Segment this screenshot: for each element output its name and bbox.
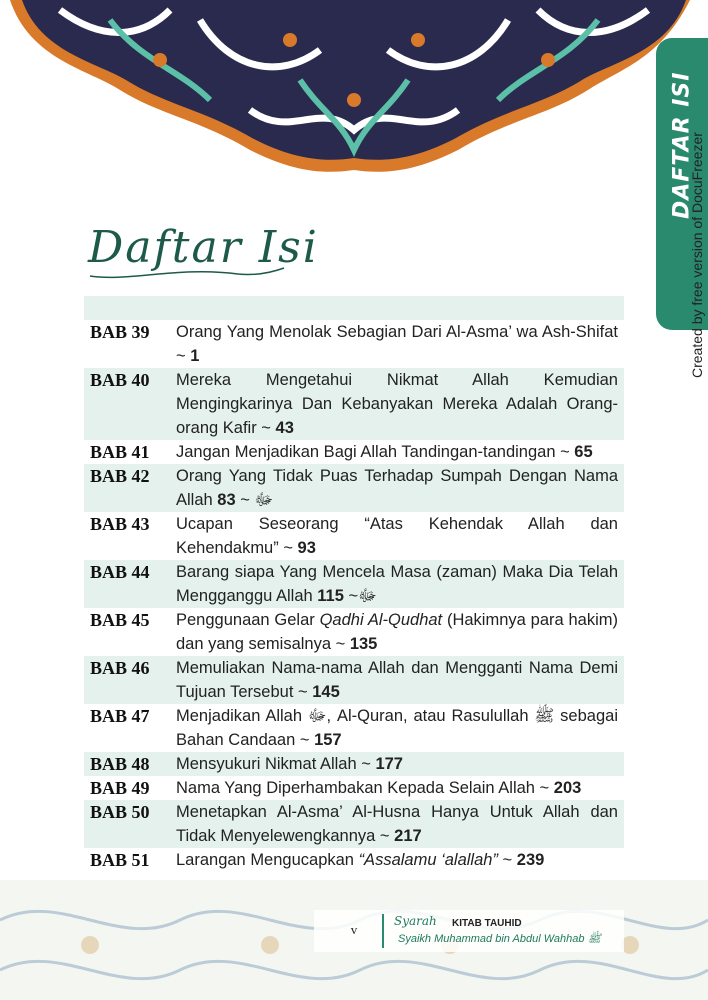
toc-row (84, 512, 624, 560)
toc-row (84, 656, 624, 704)
toc-title-text: Orang Yang Tidak Puas Terhadap Sumpah Dengan Nama Allah ﷻ ~ (176, 467, 618, 509)
toc-chapter-label: BAB 45 (90, 610, 150, 630)
toc-chapter-title (176, 440, 618, 464)
toc-row (84, 776, 624, 800)
toc-title-text: (Hakimnya para hakim) dan yang semisalnya ~ (176, 611, 618, 653)
toc-chapter-label: BAB 47 (90, 706, 150, 726)
toc-chapter-title (176, 704, 618, 752)
toc-chapter-title (176, 752, 618, 776)
toc-row (84, 848, 624, 872)
toc-page-number: 1 (190, 347, 200, 365)
toc-page-number: 83 (217, 491, 236, 509)
toc-title-text: ~ (497, 851, 517, 869)
toc-chapter-title (176, 608, 618, 656)
toc-title-text: Larangan Mengucapkan (176, 851, 359, 869)
toc-page-number: 93 (297, 539, 316, 557)
toc-title-text: Ucapan Seseorang “Atas Kehendak Allah dan Kehendakmu” ~ (176, 515, 618, 557)
toc-chapter-title (176, 776, 618, 800)
toc-chapter-title (176, 320, 618, 368)
toc-chapter-title (176, 800, 618, 848)
toc-row (84, 560, 624, 608)
toc-title-italic: “Assalamu ‘alallah” (358, 851, 498, 869)
toc-page-number: 177 (375, 755, 403, 773)
footer-author: Syaikh Muhammad bin Abdul Wahhab ﷺ (398, 933, 601, 945)
toc-row (84, 752, 624, 776)
toc-row (84, 368, 624, 440)
toc-title-text: Jangan Menjadikan Bagi Allah Tandingan-tandingan ~ (176, 443, 575, 461)
toc-page-number: 157 (314, 731, 342, 749)
toc-chapter-title (176, 464, 618, 512)
toc-page-number: 145 (312, 683, 340, 701)
section-tab-label: DAFTAR ISI (669, 71, 695, 219)
toc-page-number: 135 (349, 635, 378, 653)
toc-row (84, 800, 624, 848)
toc-page-number: 115 (317, 587, 344, 605)
toc-title-text: Memuliakan Nama-nama Allah dan Mengganti Nama Demi Tujuan Tersebut ~ (176, 659, 618, 701)
toc-page-number: 239 (516, 851, 545, 869)
watermark-text: Created by free version of DocuFreezer (689, 132, 705, 378)
toc-chapter-label: BAB 48 (90, 754, 150, 774)
toc-title-text: Mensyukuri Nikmat Allah ~ (176, 755, 376, 773)
toc-chapter-label: BAB 39 (90, 322, 150, 342)
title-flourish (88, 262, 288, 282)
toc-title-text: Penggunaan Gelar (176, 611, 320, 629)
toc-row (84, 320, 624, 368)
toc-chapter-label: BAB 43 (90, 514, 150, 534)
toc-row (84, 608, 624, 656)
toc-chapter-label: BAB 40 (90, 370, 150, 390)
toc-chapter-label: BAB 51 (90, 850, 150, 870)
toc-title-text: Orang Yang Menolak Sebagian Dari Al-Asma’ wa Ash-Shifat ~ (176, 323, 618, 365)
toc-chapter-label: BAB 50 (90, 802, 150, 822)
footer-book-title: KITAB TAUHID (452, 918, 522, 929)
toc-page-number: 203 (553, 779, 582, 797)
toc-page-number: 65 (574, 443, 593, 461)
toc-title-text: Menjadikan Allah ﷻ, Al-Quran, atau Rasulullah ﷺ sebagai Bahan Candaan ~ (176, 707, 618, 749)
page-number: v (350, 922, 358, 937)
toc-chapter-label: BAB 42 (90, 466, 150, 486)
footer-script-label: Syarah (394, 914, 437, 928)
toc-chapter-title (176, 512, 618, 560)
toc-row (84, 440, 624, 464)
arabesque-ornament-top (0, 0, 708, 200)
toc-chapter-label: BAB 41 (90, 442, 150, 462)
footer-divider (382, 914, 384, 948)
toc-title-text: Barang siapa Yang Mencela Masa (zaman) Maka Dia Telah Mengganggu Allah ﷻ~ (176, 563, 618, 605)
toc-chapter-title (176, 656, 618, 704)
table-of-contents (84, 296, 624, 872)
toc-chapter-title (176, 368, 618, 440)
toc-chapter-label: BAB 49 (90, 778, 150, 798)
toc-title-text: Mereka Mengetahui Nikmat Allah Kemudian Mengingkarinya Dan Kebanyakan Mereka Adalah Orang-orang Kafir ~ (176, 371, 618, 437)
toc-chapter-label: BAB 44 (90, 562, 150, 582)
toc-title-text: Menetapkan Al-Asma’ Al-Husna Hanya Untuk Allah dan Tidak Menyelewengkannya ~ (176, 803, 618, 845)
toc-row (84, 464, 624, 512)
page-title: Daftar Isi (88, 222, 319, 273)
toc-title-italic: Qadhi Al-Qudhat (319, 611, 443, 629)
toc-title-text: Nama Yang Diperhambakan Kepada Selain Allah ~ (176, 779, 554, 797)
toc-chapter-title (176, 848, 618, 872)
toc-page-number: 217 (394, 827, 422, 845)
toc-row (84, 704, 624, 752)
toc-chapter-title (176, 560, 618, 608)
toc-page-number: 43 (275, 419, 294, 437)
toc-chapter-label: BAB 46 (90, 658, 150, 678)
toc-header-band (84, 296, 624, 320)
